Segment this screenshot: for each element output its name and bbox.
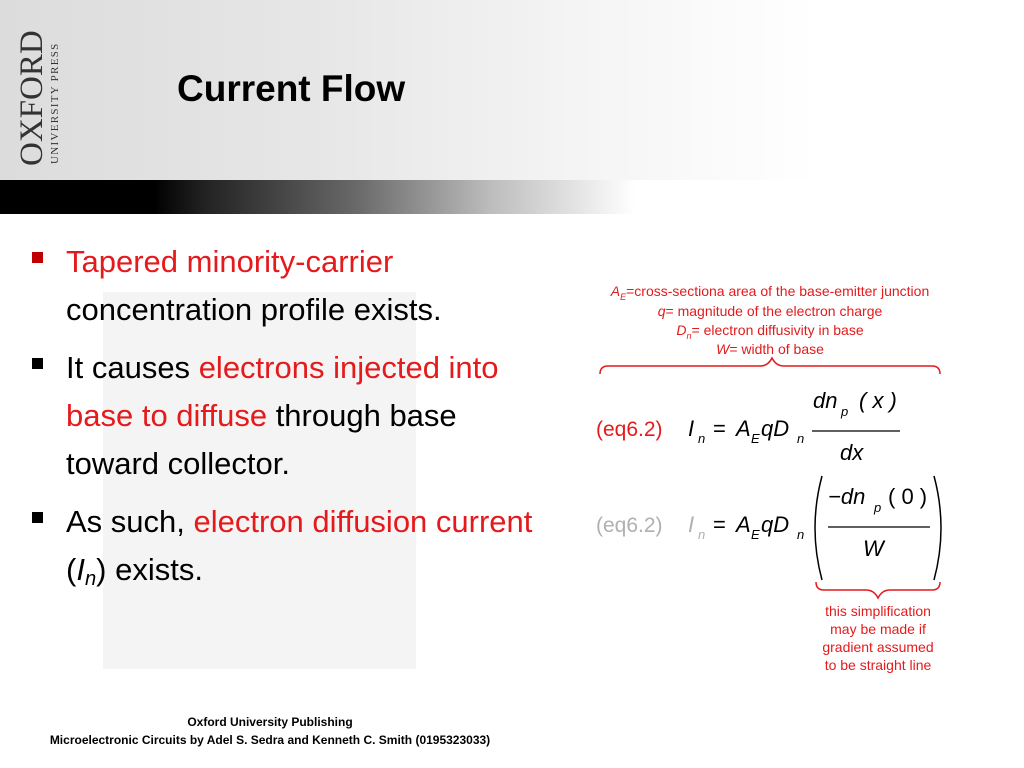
- svg-text:=: =: [713, 416, 726, 441]
- equation-figure: [560, 270, 980, 690]
- svg-text:A: A: [736, 416, 751, 441]
- bullet-marker: [32, 358, 43, 369]
- svg-text:E: E: [751, 527, 760, 542]
- bullet-text: through base toward collector.: [66, 398, 457, 481]
- svg-text:=: =: [713, 512, 726, 537]
- svg-text:−dn: −dn: [828, 484, 866, 509]
- bullet-text: concentration profile exists.: [66, 292, 442, 327]
- svg-text:E: E: [751, 431, 760, 446]
- svg-text:W: W: [863, 536, 884, 561]
- svg-text:qD: qD: [761, 512, 790, 537]
- oxford-logo: [12, 18, 68, 166]
- svg-text:p: p: [841, 404, 849, 419]
- header-divider-dark: [0, 180, 156, 214]
- bullet-item: [30, 498, 550, 603]
- svg-text:p: p: [874, 500, 882, 515]
- svg-text:n: n: [797, 431, 805, 446]
- note-line-2: may be made if: [830, 621, 926, 637]
- annotation-line-dn: $D_n=$ electron diffusivity in base: [676, 322, 864, 341]
- logo-sub-text: UNIVERSITY PRESS: [49, 42, 61, 164]
- svg-text:I: I: [688, 512, 695, 537]
- bottom-brace: [816, 582, 940, 598]
- svg-text:n: n: [698, 431, 706, 446]
- bullet-text: electron diffusion current: [193, 504, 533, 539]
- bullet-item: [30, 344, 550, 488]
- header-background: [0, 0, 1024, 180]
- bullet-text: I: [76, 552, 85, 587]
- annotation-line-q: q= magnitude of the electron charge: [657, 303, 883, 319]
- svg-text:A: A: [736, 512, 751, 537]
- annotation-line-ae: $A_E=cross$-sectiona area of the base-emitter junction: [610, 283, 930, 302]
- bullet-text: Tapered minority-carrier: [66, 244, 394, 279]
- note-line-3: gradient assumed: [822, 639, 934, 655]
- bullet-text: It causes: [66, 350, 199, 385]
- bullet-text: ) exists.: [96, 552, 203, 587]
- svg-text:( x ): ( x ): [859, 388, 897, 413]
- footer-publisher: Oxford University Publishing: [187, 715, 353, 729]
- eq1-lhs: I: [688, 416, 695, 441]
- bullet-text: (: [66, 552, 77, 587]
- note-line-1: this simplification: [825, 603, 931, 619]
- top-brace: [600, 358, 940, 374]
- bullet-text: As such,: [66, 504, 194, 539]
- bullet-item: [30, 238, 550, 334]
- bullet-marker: [32, 512, 43, 523]
- svg-text:n: n: [698, 527, 706, 542]
- eq2-label: (eq6.2): [596, 514, 663, 537]
- note-line-4: to be straight line: [824, 657, 932, 673]
- bullet-text: electrons injected into base to diffuse: [66, 350, 499, 433]
- svg-text:( 0 ): ( 0 ): [888, 484, 928, 509]
- annotation-line-w: W= width of base: [716, 341, 824, 357]
- logo-main-text: OXFORD: [14, 30, 50, 166]
- bullet-marker: [32, 252, 43, 263]
- svg-text:qD: qD: [761, 416, 790, 441]
- eq1-label: (eq6.2): [596, 418, 663, 441]
- footer-citation: Microelectronic Circuits by Adel S. Sedra and Kenneth C. Smith (0195323033): [49, 733, 491, 747]
- page-title: Current Flow: [177, 68, 406, 109]
- svg-text:dx: dx: [840, 440, 864, 465]
- svg-text:n: n: [797, 527, 805, 542]
- bullet-list: [30, 238, 550, 613]
- bullet-text: n: [84, 568, 97, 591]
- svg-text:dn: dn: [813, 388, 838, 413]
